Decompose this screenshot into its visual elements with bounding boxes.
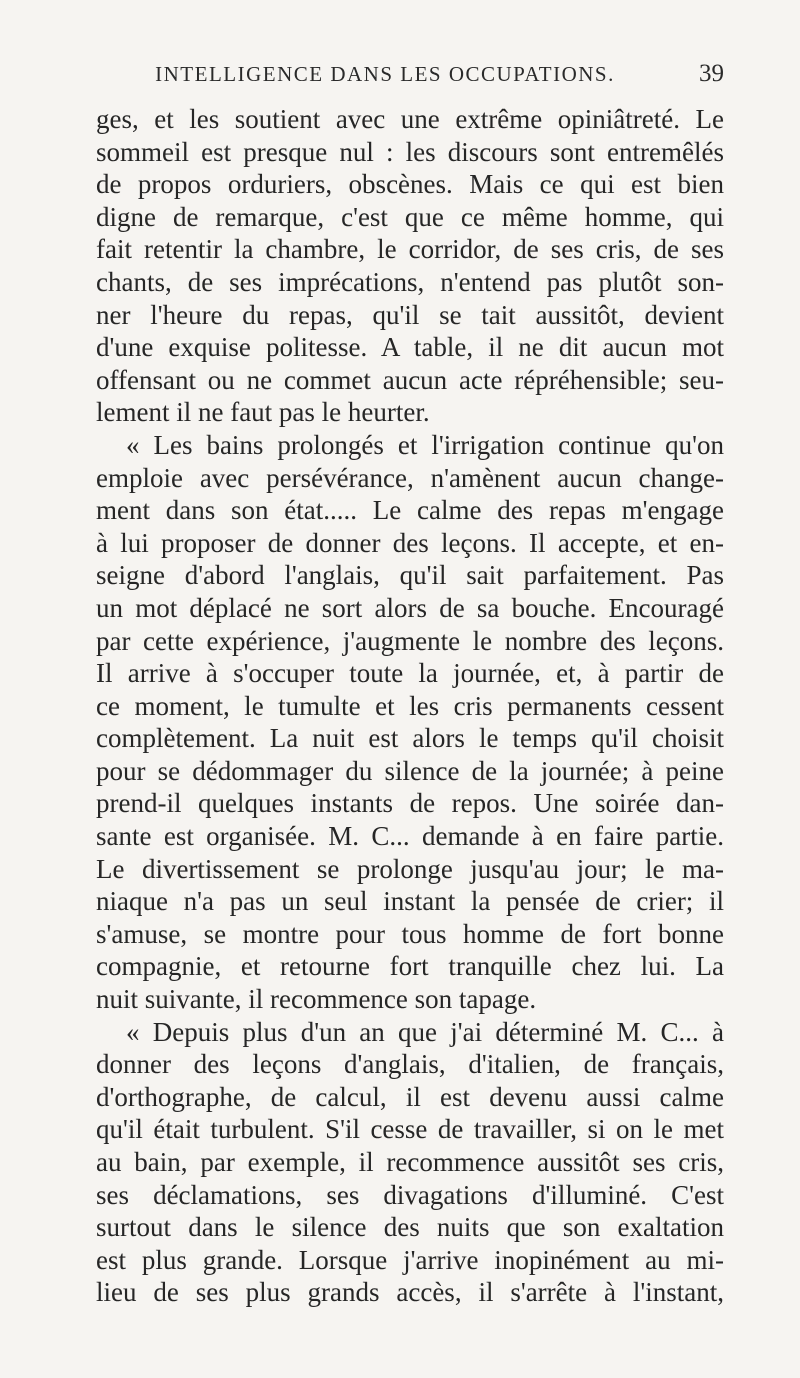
text-line: ment dans son état..... Le calme des repas m'engage: [96, 495, 724, 526]
text-line: par cette expérience, j'augmente le nombre des leçons.: [96, 625, 724, 656]
text-line: compagnie, et retourne fort tranquille chez lui. La: [96, 951, 724, 982]
text-line: de propos orduriers, obscènes. Mais ce qui est bien: [96, 169, 724, 200]
text-line: ses déclamations, ses divagations d'illuminé. C'est: [96, 1179, 724, 1210]
text-line: donner des leçons d'anglais, d'italien, de français,: [96, 1049, 724, 1080]
body-text: [96, 103, 724, 1309]
text-line: « Les bains prolongés et l'irrigation continue qu'on: [126, 429, 724, 460]
text-line: prend-il quelques instants de repos. Une soirée dan-: [96, 788, 724, 819]
text-line: à lui proposer de donner des leçons. Il accepte, et en-: [96, 527, 724, 558]
text-line: surtout dans le silence des nuits que son exaltation: [96, 1212, 724, 1243]
text-line: lieu de ses plus grands accès, il s'arrête à l'instant,: [96, 1277, 724, 1308]
text-line: Le divertissement se prolonge jusqu'au jour; le ma-: [96, 853, 724, 884]
text-line: « Depuis plus d'un an que j'ai déterminé M. C... à: [126, 1016, 724, 1047]
text-line: s'amuse, se montre pour tous homme de fort bonne: [96, 918, 724, 949]
text-line: pour se dédommager du silence de la journée; à peine: [96, 755, 724, 786]
text-line: chants, de ses imprécations, n'entend pas plutôt son-: [96, 266, 724, 297]
running-head: INTELLIGENCE DANS LES OCCUPATIONS.: [155, 62, 615, 86]
text-line: d'orthographe, de calcul, il est devenu aussi calme: [96, 1081, 724, 1112]
text-line: est plus grande. Lorsque j'arrive inopinément au mi-: [96, 1244, 724, 1275]
text-line: ges, et les soutient avec une extrême opiniâtreté. Le: [96, 104, 724, 134]
text-line: seigne d'abord l'anglais, qu'il sait parfaitement. Pas: [96, 560, 724, 591]
text-line: ner l'heure du repas, qu'il se tait aussitôt, devient: [96, 299, 724, 330]
text-line: un mot déplacé ne sort alors de sa bouche. Encouragé: [96, 592, 724, 623]
text-line: complètement. La nuit est alors le temps qu'il choisit: [96, 723, 724, 754]
text-line: qu'il était turbulent. S'il cesse de travailler, si on le met: [96, 1114, 724, 1145]
text-line: sommeil est presque nul : les discours sont entremêlés: [96, 136, 724, 167]
text-line: au bain, par exemple, il recommence aussitôt ses cris,: [96, 1147, 724, 1177]
text-line: lement il ne faut pas le heurter.: [96, 397, 430, 428]
text-line: digne de remarque, c'est que ce même homme, qui: [96, 201, 724, 232]
text-line: emploie avec persévérance, n'amènent aucun change-: [96, 462, 724, 493]
text-line: Il arrive à s'occuper toute la journée, et, à partir de: [96, 658, 724, 689]
text-line: fait retentir la chambre, le corridor, de ses cris, de ses: [96, 234, 724, 265]
text-line: d'une exquise politesse. A table, il ne dit aucun mot: [96, 332, 724, 363]
text-line: sante est organisée. M. C... demande à en faire partie.: [96, 821, 724, 852]
text-line: nuit suivante, il recommence son tapage.: [96, 984, 537, 1015]
page-number: 39: [699, 60, 724, 87]
text-line: niaque n'a pas un seul instant la pensée de crier; il: [96, 886, 724, 917]
page-header: [120, 62, 724, 96]
text-line: offensant ou ne commet aucun acte répréhensible; seu-: [96, 364, 724, 395]
text-line: ce moment, le tumulte et les cris permanents cessent: [96, 690, 724, 721]
